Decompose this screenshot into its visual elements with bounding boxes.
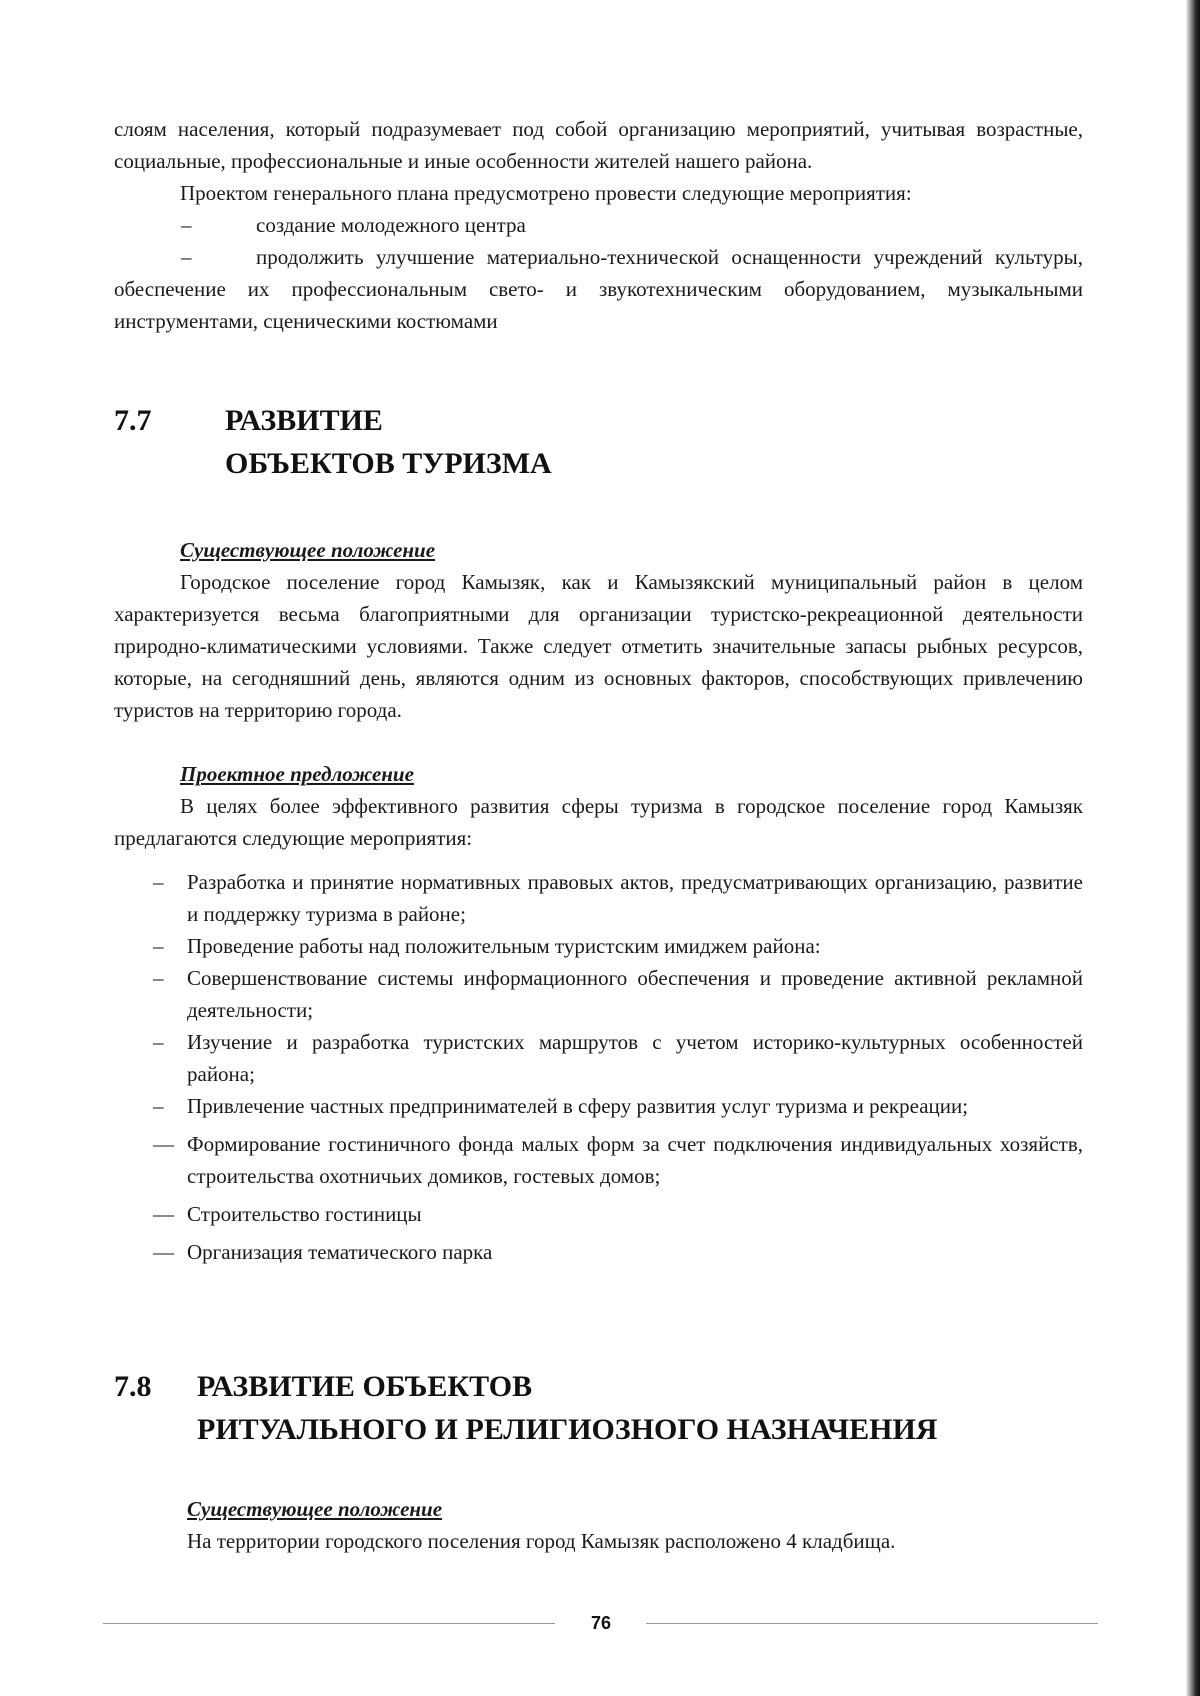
dash-marker: – — [153, 870, 164, 894]
dash-marker: – — [153, 1094, 164, 1118]
section-number: 7.7 — [114, 404, 152, 437]
existing-situation-text: На территории городского поселения город Камызяк расположено 4 кладбища. — [187, 1529, 896, 1553]
list-item-text: Изучение и разработка туристских маршрутов с учетом историко-культурных особенностей района; — [187, 1030, 1083, 1086]
existing-situation-text: Городское поселение город Камызяк, как и Камызякский муниципальный район в целом характеризуется весьма благоприятными для организации туристско-рекреационной деятельности природно-климатическими условиями. Также следует отметить значительные запасы рыбных ресурсов, которые, на сегодняшний день, являются одним из основных факторов, способствующих привлечению туристов на территорию города. — [114, 570, 1083, 722]
dash-marker: — — [153, 1202, 174, 1226]
dash-marker: – — [153, 934, 164, 958]
existing-situation-heading: Существующее положение — [180, 538, 436, 562]
list-item — [114, 866, 1083, 930]
intro-item-text: продолжить улучшение материально-технической оснащенности учреждений культуры, обеспечение их профессиональным свето- и звукотехническим оборудованием, музыкальными инструментами, сценическими костюмами — [114, 245, 1083, 333]
list-item — [114, 1198, 1083, 1230]
dash-marker: — — [153, 1132, 174, 1156]
list-item — [114, 930, 1083, 962]
intro-lead: Проектом генерального плана предусмотрено провести следующие мероприятия: — [180, 181, 912, 205]
section-number: 7.8 — [114, 1370, 152, 1403]
section-heading — [197, 1365, 937, 1451]
list-item — [114, 1090, 1083, 1122]
project-proposal-heading: Проектное предложение — [180, 762, 414, 786]
list-item-text: Разработка и принятие нормативных правовых актов, предусматривающих организацию, развитие и поддержку туризма в районе; — [187, 870, 1083, 926]
section-heading-line: РАЗВИТИЕ ОБЪЕКТОВ — [197, 1370, 533, 1403]
intro-list-item — [114, 241, 1083, 337]
section-7-8-title — [114, 1365, 1074, 1455]
list-item — [114, 1026, 1083, 1090]
dash-marker: – — [153, 966, 164, 990]
page-number: 76 — [590, 1613, 612, 1633]
list-item-text: Проведение работы над положительным туристским имиджем района: — [187, 934, 821, 958]
intro-item-text: создание молодежного центра — [256, 213, 526, 237]
page-footer — [103, 1609, 1098, 1639]
section-heading — [225, 399, 552, 485]
footer-rule-right — [646, 1623, 1098, 1624]
dash-marker: – — [153, 1030, 164, 1054]
section-heading-line: РАЗВИТИЕ — [225, 404, 383, 437]
list-item — [114, 962, 1083, 1026]
footer-rule-left — [103, 1623, 555, 1624]
intro-list-item — [114, 209, 1083, 241]
dash-marker: — — [153, 1240, 174, 1264]
project-proposal-text: В целях более эффективного развития сферы туризма в городское поселение город Камызяк предлагаются следующие мероприятия: — [114, 794, 1083, 850]
section-7-7-title — [114, 399, 1014, 489]
list-item-text: Привлечение частных предпринимателей в сферу развития услуг туризма и рекреации; — [187, 1094, 969, 1118]
existing-situation-heading: Существующее положение — [187, 1497, 443, 1521]
list-item-text: Организация тематического парка — [187, 1240, 493, 1264]
intro-paragraph: слоям населения, который подразумевает под собой организацию мероприятий, учитывая возрастные, социальные, профессиональные и иные особенности жителей нашего района. — [114, 117, 1083, 173]
page-edge-shadow — [1186, 0, 1200, 1696]
list-item-text: Строительство гостиницы — [187, 1202, 422, 1226]
dash-marker: – — [181, 245, 192, 269]
measures-list — [114, 866, 1083, 1268]
list-item — [114, 1128, 1083, 1192]
list-item-text: Формирование гостиничного фонда малых форм за счет подключения индивидуальных хозяйств, строительства охотничьих домиков, гостевых домов; — [187, 1132, 1083, 1188]
list-item-text: Совершенствование системы информационного обеспечения и проведение активной рекламной деятельности; — [187, 966, 1083, 1022]
section-heading-line: ОБЪЕКТОВ ТУРИЗМА — [225, 447, 552, 480]
section-heading-line: РИТУАЛЬНОГО И РЕЛИГИОЗНОГО НАЗНАЧЕНИЯ — [197, 1413, 938, 1446]
list-item — [114, 1236, 1083, 1268]
dash-marker: – — [181, 213, 192, 237]
intro-block — [114, 113, 1083, 337]
